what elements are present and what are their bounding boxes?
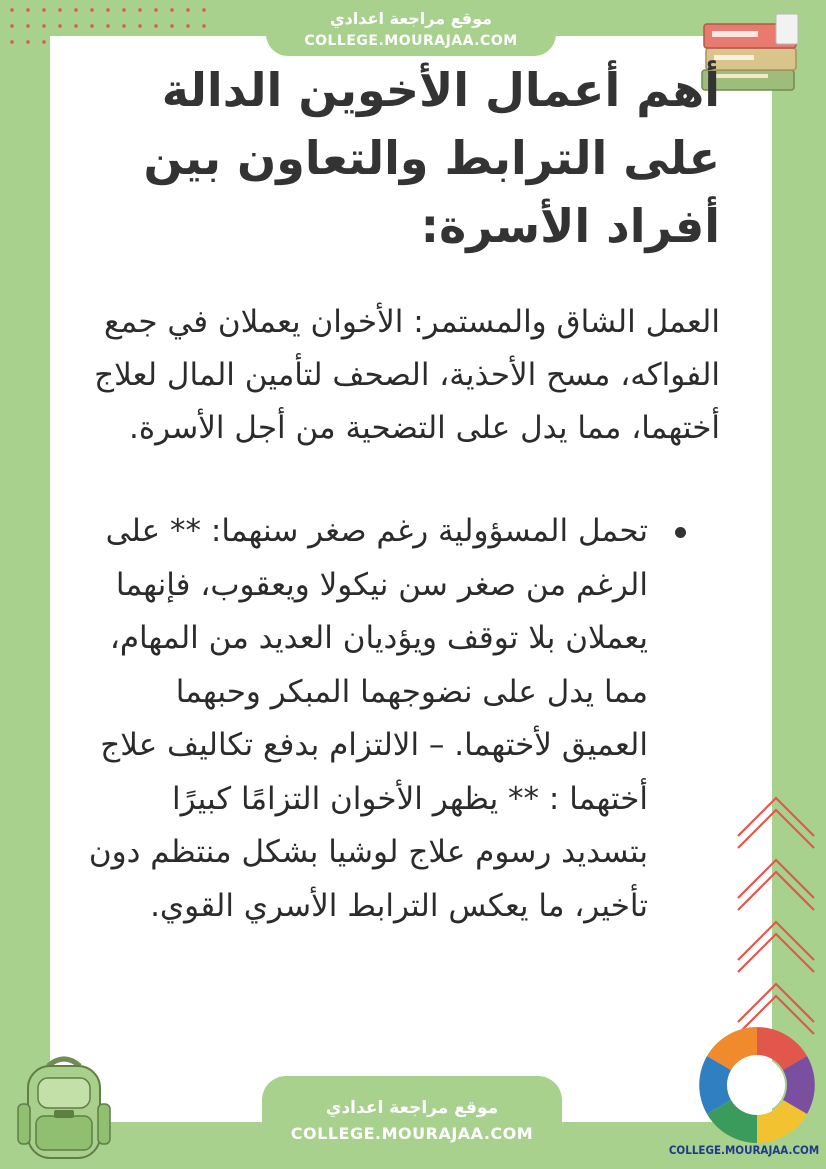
- list-item-text: تحمل المسؤولية رغم صغر سنهما: ** على الرغم من صغر سن نيكولا ويعقوب، فإنهما يعملان بلا توقف ويؤديان العديد من المهام، مما يدل على نضوجهما المبكر وحبهما العميق لأختهما. – الالتزام بدفع تكاليف علاج أختهما : ** يظهر الأخوان التزامًا كبيرًا بتسديد رسوم علاج لوشيا بشكل منتظم دون تأخير، ما يعكس الترابط الأسري القوي.: [88, 513, 648, 924]
- site-header: [266, 0, 556, 56]
- article-paragraph: العمل الشاق والمستمر: الأخوان يعملان في جمع الفواكه، مسح الأحذية، الصحف لتأمين المال لعلاج أختهما، مما يدل على التضحية من أجل الأسرة.: [94, 304, 720, 446]
- chevron-up-icon: [730, 790, 826, 1050]
- site-name: موقع مراجعة اعدادي: [329, 9, 493, 28]
- logo-caption: COLLEGE.MOURAJAA.COM: [668, 1143, 820, 1157]
- article-heading: أهم أعمال الأخوين الدالة على الترابط والتعاون بين أفراد الأسرة:: [143, 63, 720, 253]
- bullet-list: [80, 505, 720, 933]
- bullet-dot: [675, 527, 686, 538]
- list-item: [80, 505, 648, 933]
- article-body: [80, 56, 720, 933]
- site-footer: [262, 1076, 562, 1169]
- logo-wheel-icon: [697, 1026, 817, 1144]
- site-domain[interactable]: COLLEGE.MOURAJAA.COM: [304, 33, 518, 49]
- footer-site-name: موقع مراجعة اعدادي: [325, 1098, 499, 1118]
- footer-site-domain[interactable]: COLLEGE.MOURAJAA.COM: [290, 1124, 534, 1143]
- backpack-icon: [14, 1052, 114, 1164]
